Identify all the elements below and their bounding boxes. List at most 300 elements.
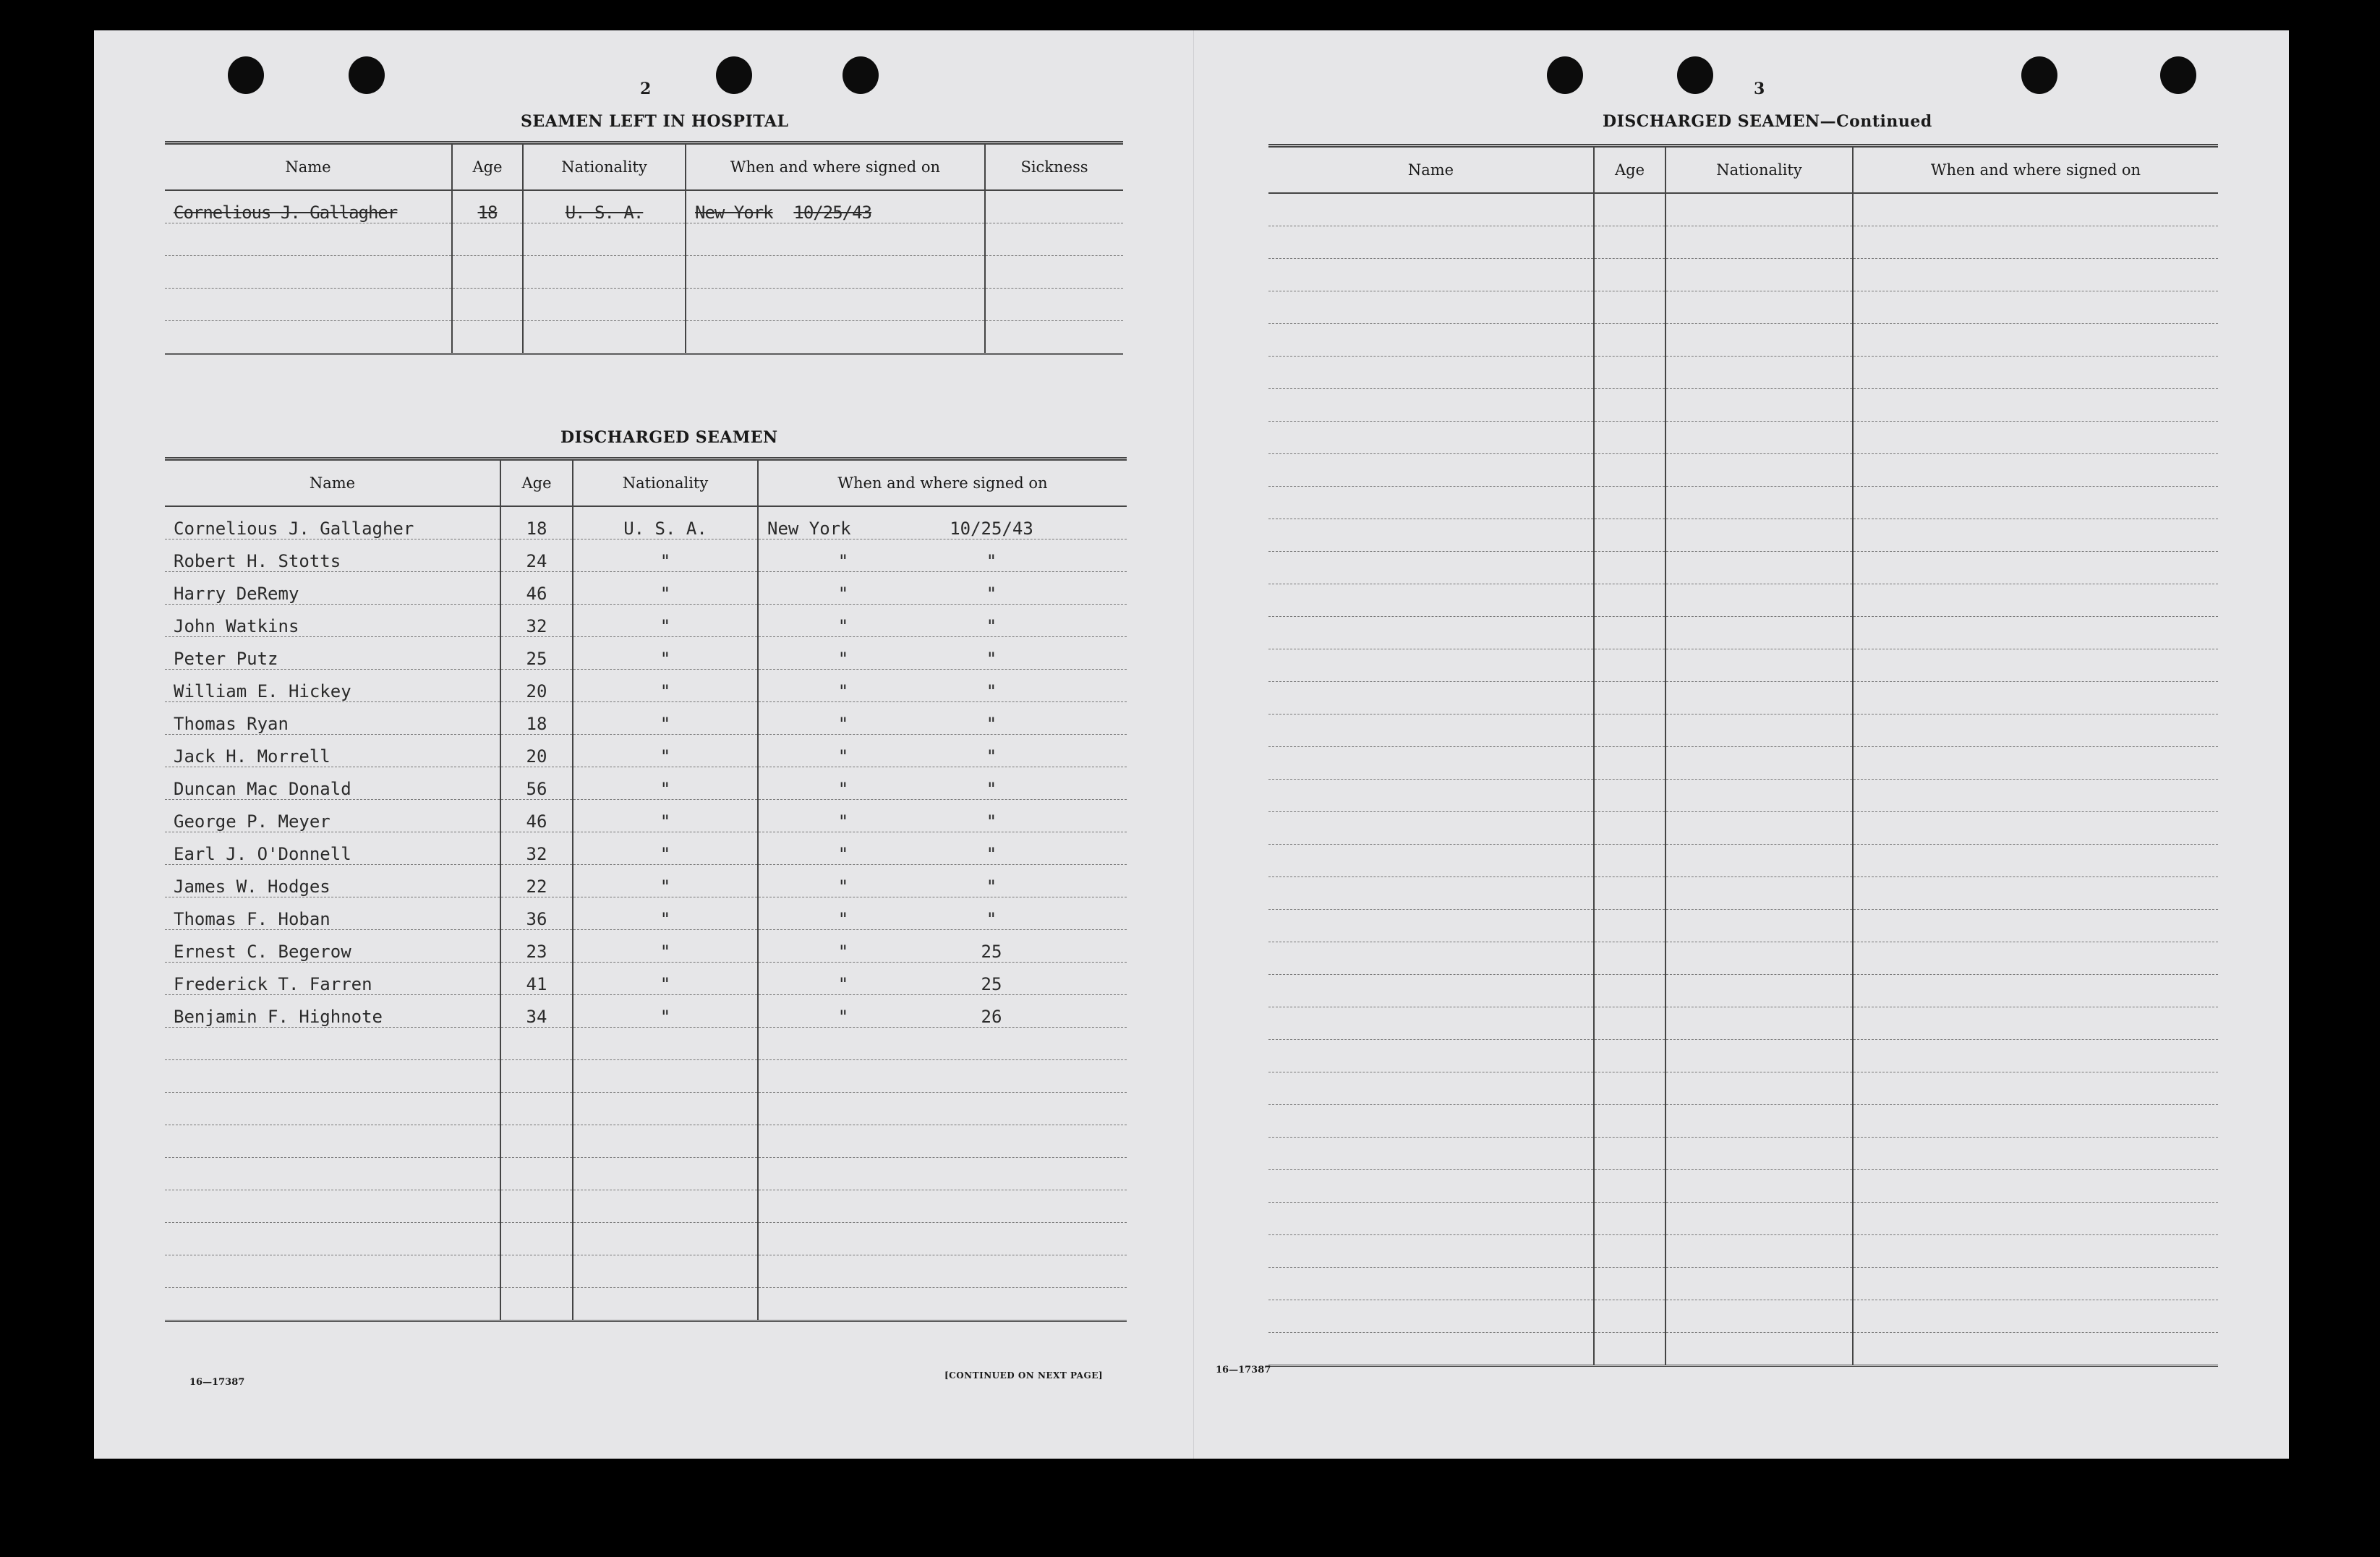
table-cell	[1853, 291, 2218, 324]
table-cell	[1268, 1170, 1594, 1203]
table-row	[1268, 1072, 2218, 1105]
signed-place: "	[837, 974, 849, 994]
table-cell	[523, 289, 686, 321]
table-cell	[1853, 357, 2218, 389]
table-row	[165, 190, 1123, 223]
table-cell	[500, 1223, 573, 1255]
table-row	[165, 289, 1123, 321]
table-cell	[1853, 422, 2218, 454]
table-cell	[1268, 1072, 1594, 1105]
signed-place: New York	[695, 202, 773, 223]
table-cell	[1268, 357, 1594, 389]
signed-date: 26	[981, 1007, 1002, 1027]
table-cell	[1594, 942, 1665, 975]
table-cell: 34	[500, 995, 573, 1028]
page-number: 3	[1754, 80, 1765, 98]
table-cell	[686, 190, 985, 223]
table-cell	[758, 1288, 1127, 1321]
table-row	[1268, 845, 2218, 877]
table-cell	[1665, 1235, 1853, 1268]
table-cell	[1853, 1268, 2218, 1300]
table-cell	[500, 1158, 573, 1190]
table-cell	[165, 1158, 500, 1190]
signed-date: "	[986, 909, 997, 929]
column-header: Name	[165, 459, 500, 507]
signed-place: "	[837, 616, 849, 636]
signed-place: "	[837, 811, 849, 832]
table-cell	[1853, 584, 2218, 617]
table-cell	[686, 321, 985, 354]
table-row	[1268, 519, 2218, 552]
table-cell	[1853, 389, 2218, 422]
table-cell: Harry DeRemy	[165, 572, 500, 605]
table-cell	[452, 289, 523, 321]
column-header: Name	[165, 143, 452, 191]
table-cell	[500, 1028, 573, 1060]
table-row	[165, 539, 1127, 572]
table-cell	[1853, 682, 2218, 714]
signed-place: "	[837, 551, 849, 571]
signed-date: 10/25/43	[950, 519, 1033, 539]
continued-section-title: DISCHARGED SEAMEN—Continued	[1603, 112, 1932, 131]
table-cell	[1268, 1007, 1594, 1040]
table-row	[165, 506, 1127, 539]
table-cell	[1268, 1138, 1594, 1170]
table-cell	[165, 321, 452, 354]
signed-place: "	[837, 1007, 849, 1027]
table-cell: 18	[500, 506, 573, 539]
table-cell	[1665, 714, 1853, 747]
table-cell	[573, 1223, 758, 1255]
table-cell: Cornelious J. Gallagher	[165, 506, 500, 539]
signed-place: "	[837, 876, 849, 897]
table-cell: "	[573, 572, 758, 605]
table-cell	[1853, 975, 2218, 1007]
table-cell	[1268, 617, 1594, 649]
table-row	[1268, 193, 2218, 226]
table-cell: 23	[500, 930, 573, 963]
column-header: Name	[1268, 146, 1594, 194]
table-cell	[1268, 975, 1594, 1007]
table-cell	[1268, 422, 1594, 454]
table-cell	[452, 256, 523, 289]
table-cell: 22	[500, 865, 573, 897]
table-cell	[758, 539, 1127, 572]
table-cell	[758, 605, 1127, 637]
table-cell: Earl J. O'Donnell	[165, 832, 500, 865]
signed-place: "	[837, 681, 849, 701]
table-row	[165, 1028, 1127, 1060]
table-cell	[1853, 519, 2218, 552]
table-cell: "	[573, 963, 758, 995]
table-row	[165, 897, 1127, 930]
table-cell	[1594, 747, 1665, 780]
table-row	[165, 1223, 1127, 1255]
table-cell	[1268, 1235, 1594, 1268]
table-cell	[758, 506, 1127, 539]
punch-hole	[2021, 56, 2057, 94]
table-cell: 24	[500, 539, 573, 572]
table-cell: "	[573, 539, 758, 572]
table-cell	[500, 1093, 573, 1125]
table-row	[1268, 584, 2218, 617]
signed-place: New York	[767, 519, 851, 539]
table-row	[165, 767, 1127, 800]
table-cell: Peter Putz	[165, 637, 500, 670]
table-cell	[573, 1190, 758, 1223]
table-row	[1268, 422, 2218, 454]
table-cell	[985, 321, 1123, 354]
table-cell	[1268, 747, 1594, 780]
table-cell	[500, 1255, 573, 1288]
table-row	[1268, 552, 2218, 584]
table-row	[1268, 1138, 2218, 1170]
column-header: Nationality	[573, 459, 758, 507]
table-cell	[758, 1255, 1127, 1288]
column-header: When and where signed on	[686, 143, 985, 191]
table-cell	[1853, 1235, 2218, 1268]
table-cell	[1665, 1105, 1853, 1138]
table-cell	[1268, 454, 1594, 487]
table-cell	[1665, 1138, 1853, 1170]
table-cell	[1853, 1333, 2218, 1366]
table-cell	[1594, 259, 1665, 291]
table-cell	[1665, 1333, 1853, 1366]
table-cell	[1268, 552, 1594, 584]
signed-date: "	[986, 616, 997, 636]
table-cell	[1268, 714, 1594, 747]
table-row	[1268, 1333, 2218, 1366]
table-cell	[1594, 226, 1665, 259]
table-cell	[686, 256, 985, 289]
table-cell	[1853, 714, 2218, 747]
signed-date: 25	[981, 942, 1002, 962]
table-cell	[1594, 649, 1665, 682]
table-row	[165, 321, 1123, 354]
document-sheet	[94, 30, 2289, 1459]
table-cell: John Watkins	[165, 605, 500, 637]
table-cell	[1268, 649, 1594, 682]
table-cell	[165, 289, 452, 321]
table-cell	[573, 1028, 758, 1060]
table-cell: Thomas Ryan	[165, 702, 500, 735]
table-cell	[165, 1125, 500, 1158]
column-header: Age	[500, 459, 573, 507]
table-cell	[452, 223, 523, 256]
table-cell: "	[573, 605, 758, 637]
table-cell	[1268, 1203, 1594, 1235]
table-cell	[1268, 584, 1594, 617]
table-cell	[758, 1060, 1127, 1093]
table-cell	[1853, 1040, 2218, 1072]
table-row	[1268, 1170, 2218, 1203]
table-cell	[686, 223, 985, 256]
table-row	[165, 605, 1127, 637]
table-cell	[1853, 1072, 2218, 1105]
table-row	[1268, 1007, 2218, 1040]
table-row	[165, 223, 1123, 256]
signed-place: "	[837, 746, 849, 767]
table-cell	[1665, 324, 1853, 357]
table-row	[165, 637, 1127, 670]
table-cell	[1853, 780, 2218, 812]
table-row	[1268, 942, 2218, 975]
table-cell	[758, 767, 1127, 800]
table-cell	[1853, 910, 2218, 942]
table-cell	[1853, 877, 2218, 910]
table-cell	[1665, 291, 1853, 324]
column-header: Nationality	[1665, 146, 1853, 194]
table-cell	[758, 1223, 1127, 1255]
table-cell: James W. Hodges	[165, 865, 500, 897]
table-row	[1268, 1268, 2218, 1300]
punch-hole	[1677, 56, 1713, 94]
table-cell	[1268, 910, 1594, 942]
signed-date: "	[986, 844, 997, 864]
table-row	[1268, 454, 2218, 487]
table-cell: William E. Hickey	[165, 670, 500, 702]
table-cell	[500, 1125, 573, 1158]
table-row	[1268, 812, 2218, 845]
table-cell: "	[573, 832, 758, 865]
column-header: When and where signed on	[758, 459, 1127, 507]
table-cell	[1594, 714, 1665, 747]
table-cell	[758, 897, 1127, 930]
table-cell	[1594, 845, 1665, 877]
table-cell	[573, 1288, 758, 1321]
table-cell	[758, 1093, 1127, 1125]
table-cell	[165, 1288, 500, 1321]
table-cell	[1665, 942, 1853, 975]
table-cell	[1853, 1170, 2218, 1203]
table-cell	[1594, 812, 1665, 845]
table-cell	[1594, 1170, 1665, 1203]
table-cell	[1594, 487, 1665, 519]
table-cell: 41	[500, 963, 573, 995]
table-cell	[1594, 291, 1665, 324]
table-cell	[1594, 1203, 1665, 1235]
table-cell: George P. Meyer	[165, 800, 500, 832]
table-cell	[500, 1060, 573, 1093]
table-cell: 32	[500, 832, 573, 865]
table-row	[165, 963, 1127, 995]
table-row	[1268, 1300, 2218, 1333]
table-cell	[758, 735, 1127, 767]
table-cell	[1665, 226, 1853, 259]
punch-hole	[716, 56, 752, 94]
signed-place: "	[837, 844, 849, 864]
table-cell	[758, 1125, 1127, 1158]
table-cell	[1853, 324, 2218, 357]
table-cell	[758, 1158, 1127, 1190]
table-cell: "	[573, 800, 758, 832]
table-cell	[165, 1093, 500, 1125]
table-cell	[165, 256, 452, 289]
table-cell	[758, 572, 1127, 605]
table-cell	[500, 1190, 573, 1223]
punch-hole	[1547, 56, 1583, 94]
signed-date: "	[986, 551, 997, 571]
table-cell	[1853, 1300, 2218, 1333]
signed-date: "	[986, 681, 997, 701]
table-row	[1268, 324, 2218, 357]
table-cell	[1665, 1170, 1853, 1203]
table-row	[165, 1288, 1127, 1321]
table-cell: Thomas F. Hoban	[165, 897, 500, 930]
signed-date: 25	[981, 974, 1002, 994]
table-cell	[1665, 1007, 1853, 1040]
punch-hole	[349, 56, 385, 94]
table-row	[165, 670, 1127, 702]
table-cell	[1853, 845, 2218, 877]
table-cell: 32	[500, 605, 573, 637]
table-cell	[686, 289, 985, 321]
table-cell	[758, 670, 1127, 702]
table-cell	[1594, 422, 1665, 454]
table-cell: 18	[500, 702, 573, 735]
table-row	[165, 1060, 1127, 1093]
table-cell: U. S. A.	[523, 190, 686, 223]
table-row	[1268, 910, 2218, 942]
table-row	[165, 995, 1127, 1028]
table-cell	[1268, 877, 1594, 910]
table-cell: "	[573, 767, 758, 800]
table-cell	[1268, 226, 1594, 259]
signed-date: "	[986, 779, 997, 799]
table-cell	[1268, 942, 1594, 975]
table-row	[165, 735, 1127, 767]
table-cell	[1853, 552, 2218, 584]
table-cell: 18	[452, 190, 523, 223]
table-cell	[1268, 1300, 1594, 1333]
table-cell	[1268, 1040, 1594, 1072]
table-cell: 36	[500, 897, 573, 930]
table-cell	[573, 1125, 758, 1158]
table-cell	[1853, 1105, 2218, 1138]
table-cell	[1665, 1268, 1853, 1300]
table-cell	[1268, 845, 1594, 877]
table-cell	[1594, 193, 1665, 226]
table-row	[1268, 649, 2218, 682]
table-row	[1268, 357, 2218, 389]
discharged-continued-table	[1268, 144, 2218, 1367]
discharged-section-title: DISCHARGED SEAMEN	[560, 428, 778, 447]
table-cell	[1594, 584, 1665, 617]
column-header: Nationality	[523, 143, 686, 191]
form-code: 16—17387	[189, 1377, 245, 1388]
table-row	[1268, 259, 2218, 291]
table-cell	[1853, 747, 2218, 780]
signed-date: "	[986, 649, 997, 669]
table-cell	[1268, 812, 1594, 845]
table-cell	[985, 289, 1123, 321]
signed-date: "	[986, 714, 997, 734]
table-cell: 46	[500, 800, 573, 832]
table-cell	[758, 865, 1127, 897]
table-cell	[1665, 975, 1853, 1007]
left-page	[94, 30, 1193, 1459]
table-cell	[1268, 291, 1594, 324]
table-cell	[1853, 1203, 2218, 1235]
table-cell	[1665, 552, 1853, 584]
right-page	[1193, 30, 2290, 1459]
table-cell	[758, 800, 1127, 832]
table-cell: 56	[500, 767, 573, 800]
table-cell	[1665, 877, 1853, 910]
table-cell	[1853, 1007, 2218, 1040]
table-row	[1268, 747, 2218, 780]
table-cell: Frederick T. Farren	[165, 963, 500, 995]
table-cell	[1665, 584, 1853, 617]
signed-place: "	[837, 942, 849, 962]
table-row	[165, 702, 1127, 735]
column-header: Age	[1594, 146, 1665, 194]
table-cell	[985, 223, 1123, 256]
table-cell	[1268, 682, 1594, 714]
table-cell: 46	[500, 572, 573, 605]
table-cell	[1853, 649, 2218, 682]
punch-hole	[228, 56, 264, 94]
hospital-table	[165, 141, 1123, 355]
table-row	[1268, 780, 2218, 812]
table-cell	[758, 702, 1127, 735]
table-row	[1268, 1203, 2218, 1235]
table-cell: "	[573, 865, 758, 897]
table-cell	[1853, 487, 2218, 519]
table-cell	[1594, 1105, 1665, 1138]
table-cell	[1665, 519, 1853, 552]
signed-date: "	[986, 811, 997, 832]
table-cell	[1268, 1268, 1594, 1300]
table-cell	[758, 995, 1127, 1028]
table-cell	[1594, 519, 1665, 552]
table-cell: Jack H. Morrell	[165, 735, 500, 767]
table-cell	[1594, 357, 1665, 389]
table-cell	[1594, 1333, 1665, 1366]
table-cell	[1594, 617, 1665, 649]
table-cell	[1665, 747, 1853, 780]
table-cell	[985, 256, 1123, 289]
table-cell: U. S. A.	[573, 506, 758, 539]
table-cell	[1268, 487, 1594, 519]
table-cell: "	[573, 637, 758, 670]
table-row	[1268, 877, 2218, 910]
table-cell	[573, 1255, 758, 1288]
table-cell: "	[573, 702, 758, 735]
discharged-table	[165, 457, 1127, 1322]
table-cell: Cornelious J. Gallagher	[165, 190, 452, 223]
table-cell	[523, 321, 686, 354]
table-cell	[1594, 780, 1665, 812]
table-row	[1268, 1235, 2218, 1268]
table-cell	[1594, 1138, 1665, 1170]
table-cell	[758, 963, 1127, 995]
table-row	[165, 800, 1127, 832]
table-cell	[1665, 682, 1853, 714]
table-cell	[165, 1255, 500, 1288]
table-cell	[1665, 193, 1853, 226]
table-row	[165, 256, 1123, 289]
table-cell	[1268, 1333, 1594, 1366]
table-cell	[1665, 649, 1853, 682]
table-cell	[1594, 1235, 1665, 1268]
table-row	[165, 1125, 1127, 1158]
signed-date: "	[986, 876, 997, 897]
table-cell	[1594, 1040, 1665, 1072]
table-cell	[1594, 454, 1665, 487]
table-row	[1268, 1040, 2218, 1072]
table-cell	[1594, 1072, 1665, 1105]
